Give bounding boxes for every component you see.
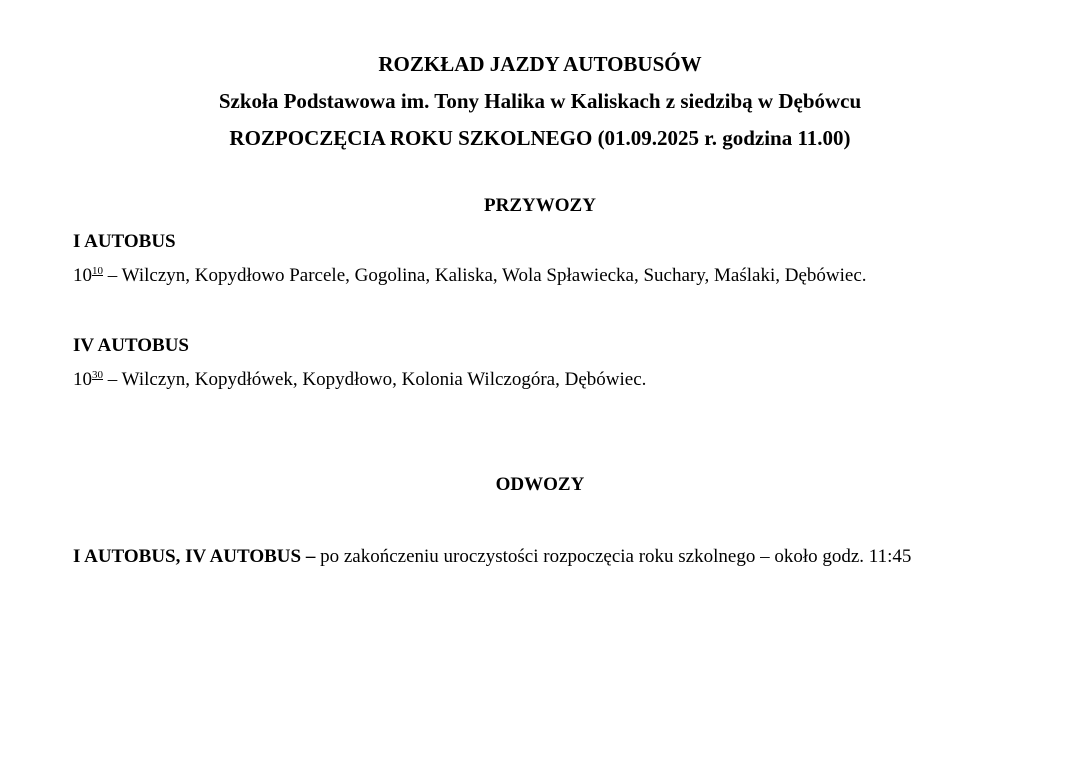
departures-title: ODWOZY [495, 474, 585, 495]
bus-1-hour: 10 [73, 265, 92, 286]
bus-1-name: I AUTOBUS [73, 231, 176, 252]
bus-4-route [73, 369, 646, 391]
bus-4-name: IV AUTOBUS [73, 335, 189, 356]
departures-buses: I AUTOBUS, IV AUTOBUS – [73, 546, 316, 567]
arrivals-title: PRZYWOZY [484, 195, 596, 216]
bus-1-stops: – Wilczyn, Kopydłowo Parcele, Gogolina, Kaliska, Wola Spławiecka, Suchary, Maślaki, Dębówiec. [103, 265, 867, 286]
bus-1-route [73, 265, 867, 287]
document-header [0, 46, 1080, 157]
departures-line [73, 546, 911, 568]
departures-details: po zakończeniu uroczystości rozpoczęcia roku szkolnego – około godz. 11:45 [315, 546, 912, 567]
bus-4-stops: – Wilczyn, Kopydłówek, Kopydłowo, Kolonia Wilczogóra, Dębówiec. [103, 369, 647, 390]
document-title: ROZKŁAD JAZDY AUTOBUSÓW [378, 52, 702, 76]
bus-1-minute: 10 [92, 265, 103, 277]
event-subtitle: ROZPOCZĘCIA ROKU SZKOLNEGO (01.09.2025 r. godzina 11.00) [229, 126, 851, 150]
school-name: Szkoła Podstawowa im. Tony Halika w Kaliskach z siedzibą w Dębówcu [218, 89, 862, 113]
bus-4-hour: 10 [73, 369, 92, 390]
bus-4-minute: 30 [92, 369, 103, 381]
